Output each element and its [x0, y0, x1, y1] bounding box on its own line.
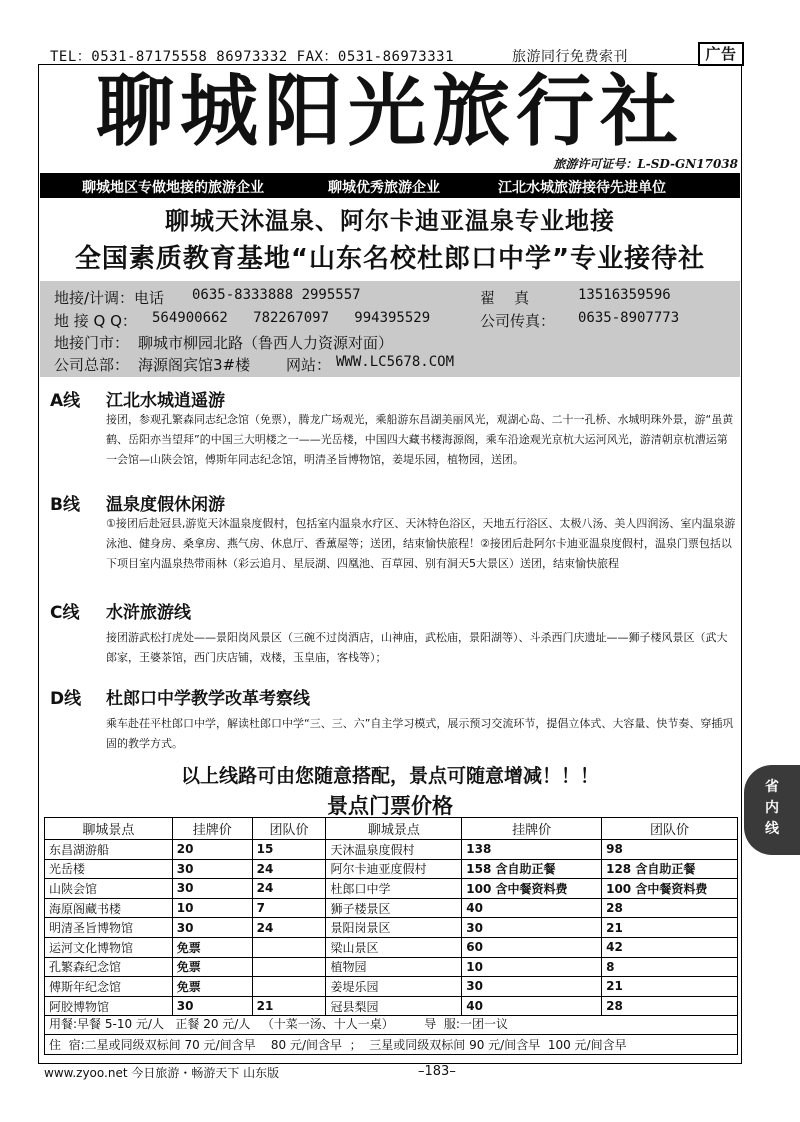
- table-cell: 15: [252, 840, 326, 860]
- column-header: 聊城景点: [45, 818, 173, 840]
- table-cell: 30: [172, 996, 252, 1016]
- table-cell: 运河文化博物馆: [45, 937, 173, 957]
- combination-notice: 以上线路可由您随意搭配，景点可随意增减！！！: [180, 765, 599, 787]
- table-cell: 100 含中餐资料费: [462, 879, 602, 899]
- fax-label: 公司传真：: [480, 312, 556, 330]
- column-header: 挂牌价: [172, 818, 252, 840]
- table-cell: 植物园: [326, 957, 462, 977]
- table-cell: 天沐温泉度假村: [326, 840, 462, 860]
- table-cell: 明清圣旨博物馆: [45, 918, 173, 938]
- hq-label: 公司总部：: [54, 356, 130, 374]
- table-cell: 60: [462, 937, 602, 957]
- table-cell: 24: [252, 859, 326, 879]
- phone-label: 地接/计调：电话: [54, 289, 165, 307]
- table-cell: 光岳楼: [45, 859, 173, 879]
- table-cell: 21: [602, 918, 738, 938]
- route-description: ①接团后赴冠县,游览天沐温泉度假村，包括室内温泉水疗区、天沐特色浴区，天地五行浴区、太极八汤、美人四润汤、室内温泉游泳池、健身房、桑拿房、燕气房、休息厅、香薰屋等；送团，结束愉快旅程！②接团后赴阿尔卡迪亚温泉度假村，温泉门票包括以下项目室内温泉热带雨林（彩云追月、星辰湖、四凰池、百草园、别有洞天5大景区）送团，结束愉快旅程: [106, 517, 736, 570]
- ad-badge: 广告: [698, 42, 744, 66]
- price-table-title: 景点门票价格: [327, 794, 453, 818]
- route-d: [50, 684, 740, 754]
- table-cell: 158 含自助正餐: [462, 859, 602, 879]
- route-tag: C线: [50, 603, 80, 623]
- table-row: [45, 898, 738, 918]
- table-cell: 冠县梨园: [326, 996, 462, 1016]
- table-cell: 景阳岗景区: [326, 918, 462, 938]
- meal-lodging-info: [44, 1014, 738, 1055]
- table-cell: 30: [172, 859, 252, 879]
- table-cell: 100 含中餐资料费: [602, 879, 738, 899]
- table-cell: 24: [252, 918, 326, 938]
- table-cell: 山陕会馆: [45, 879, 173, 899]
- table-row: [45, 918, 738, 938]
- column-header: 聊城景点: [326, 818, 462, 840]
- contact-block: [40, 281, 740, 377]
- table-cell: [252, 957, 326, 977]
- table-cell: 20: [172, 840, 252, 860]
- slogan-band: [40, 173, 740, 198]
- province-route-tab[interactable]: [744, 765, 800, 855]
- route-b: [50, 490, 740, 600]
- table-row: [45, 977, 738, 997]
- fax-value: 0635-8907773: [578, 310, 680, 326]
- qq-label: 地 接 Q Q：: [54, 312, 137, 330]
- headline-hot-spring: 聊城天沐温泉、阿尔卡迪亚温泉专业地接: [165, 207, 615, 235]
- company-title: 聊城阳光旅行社: [95, 66, 684, 157]
- column-header: 团队价: [602, 818, 738, 840]
- table-row: [45, 957, 738, 977]
- table-cell: 免票: [172, 957, 252, 977]
- table-cell: 10: [462, 957, 602, 977]
- side-tab-char: 内: [765, 800, 779, 816]
- column-header: 挂牌价: [462, 818, 602, 840]
- table-row: [45, 840, 738, 860]
- route-name: 杜郎口中学教学改革考察线: [106, 689, 310, 709]
- table-cell: 8: [602, 957, 738, 977]
- free-index-label: 旅游同行免费索刊: [512, 49, 628, 65]
- route-tag: D线: [50, 689, 82, 709]
- qq-value: 564900662 782267097 994395529: [152, 310, 431, 326]
- store-label: 地接门市：: [54, 334, 130, 352]
- page-number: –183–: [418, 1064, 456, 1079]
- table-cell: 28: [602, 996, 738, 1016]
- header-tel-fax: TEL：0531-87175558 86973332 FAX：0531-86973331: [50, 49, 455, 65]
- table-cell: 梁山景区: [326, 937, 462, 957]
- route-description: 接团游武松打虎处——景阳岗风景区（三碗不过岗酒店，山神庙，武松庙，景阳湖等）、斗杀西门庆遗址——狮子楼风景区（武大郎家，王婆茶馆，西门庆店铺，戏楼，玉皇庙，客栈等）；: [106, 631, 728, 664]
- table-cell: 免票: [172, 977, 252, 997]
- footer-site[interactable]: www.zyoo.net 今日旅游・畅游天下 山东版: [44, 1066, 280, 1080]
- table-cell: 42: [602, 937, 738, 957]
- license-number: 旅游许可证号：L-SD-GN17038: [553, 157, 738, 171]
- slogan-item: 聊城地区专做地接的旅游企业: [82, 180, 264, 196]
- table-cell: 30: [172, 879, 252, 899]
- route-description: 接团，参观孔繁森同志纪念馆（免票），腾龙广场观光，乘船游东昌湖美丽风光，观湖心岛、二十一孔桥、水城明珠外景，游“虽黄鹤、岳阳亦当望拜”的中国三大明楼之一——光岳楼，中国四大藏书楼海源阁，乘车沿途观光京杭大运河风光，游清朝京杭漕运第一会馆—山陕会馆，傅斯年同志纪念馆，明清圣旨博物馆，姜堤乐园，植物园，送团。: [106, 413, 734, 466]
- table-cell: 40: [462, 996, 602, 1016]
- side-tab-char: 线: [765, 821, 779, 837]
- mobile-value: 13516359596: [578, 287, 671, 303]
- route-a: [50, 386, 740, 486]
- table-cell: 24: [252, 879, 326, 899]
- table-cell: 孔繁森纪念馆: [45, 957, 173, 977]
- top-contact-bar: [40, 44, 740, 64]
- table-cell: 30: [462, 918, 602, 938]
- table-cell: 98: [602, 840, 738, 860]
- lodging-info: 住 宿:二星或同级双标间 70 元/间含早 80 元/间含早 ； 三星或同级双标间 90 元/间含早 100 元/间含早: [45, 1034, 737, 1054]
- route-name: 水浒旅游线: [106, 603, 191, 623]
- table-cell: 杜郎口中学: [326, 879, 462, 899]
- route-tag: A线: [50, 391, 81, 411]
- table-cell: 10: [172, 898, 252, 918]
- table-header-row: [45, 818, 738, 840]
- table-row: [45, 996, 738, 1016]
- route-c: [50, 598, 740, 668]
- side-tab-char: 省: [765, 779, 779, 795]
- table-cell: 28: [602, 898, 738, 918]
- slogan-item: 江北水城旅游接待先进单位: [498, 180, 666, 196]
- table-cell: 21: [252, 996, 326, 1016]
- table-cell: 免票: [172, 937, 252, 957]
- table-row: [45, 879, 738, 899]
- store-value: 聊城市柳园北路（鲁西人力资源对面）: [138, 334, 394, 352]
- table-cell: 狮子楼景区: [326, 898, 462, 918]
- table-cell: 姜堤乐园: [326, 977, 462, 997]
- route-tag: B线: [50, 495, 80, 515]
- price-table: [44, 817, 738, 1016]
- table-cell: 40: [462, 898, 602, 918]
- table-row: [45, 859, 738, 879]
- table-row: [45, 937, 738, 957]
- table-cell: 阿尔卡迪亚度假村: [326, 859, 462, 879]
- table-cell: [252, 977, 326, 997]
- meal-info: 用餐:早餐 5-10 元/人 正餐 20 元/人 （十菜一汤、十人一桌） 导 服:一团一议: [49, 1017, 508, 1031]
- headline-school: 全国素质教育基地“山东名校杜郎口中学”专业接待社: [74, 244, 706, 274]
- table-cell: 海原阁藏书楼: [45, 898, 173, 918]
- mobile-label: 翟 真: [480, 289, 530, 307]
- table-cell: 128 含自助正餐: [602, 859, 738, 879]
- column-header: 团队价: [252, 818, 326, 840]
- table-cell: [252, 937, 326, 957]
- route-name: 江北水城逍遥游: [106, 391, 225, 411]
- web-label: 网站：: [286, 356, 332, 374]
- table-cell: 138: [462, 840, 602, 860]
- slogan-item: 聊城优秀旅游企业: [328, 180, 440, 196]
- table-cell: 30: [462, 977, 602, 997]
- table-cell: 傅斯年纪念馆: [45, 977, 173, 997]
- website-link[interactable]: WWW.LC5678.COM: [336, 354, 455, 370]
- table-cell: 21: [602, 977, 738, 997]
- table-cell: 东昌湖游船: [45, 840, 173, 860]
- hq-value: 海源阁宾馆3#楼: [138, 356, 251, 374]
- table-cell: 阿胶博物馆: [45, 996, 173, 1016]
- route-name: 温泉度假休闲游: [106, 495, 225, 515]
- table-cell: 7: [252, 898, 326, 918]
- phone-value: 0635-8333888 2995557: [192, 287, 361, 303]
- route-description: 乘车赴茌平杜郎口中学，解读杜郎口中学“三、三、六”自主学习模式，展示预习交流环节，提倡立体式、大容量、快节奏、穿插巩固的教学方式。: [106, 717, 734, 750]
- table-cell: 30: [172, 918, 252, 938]
